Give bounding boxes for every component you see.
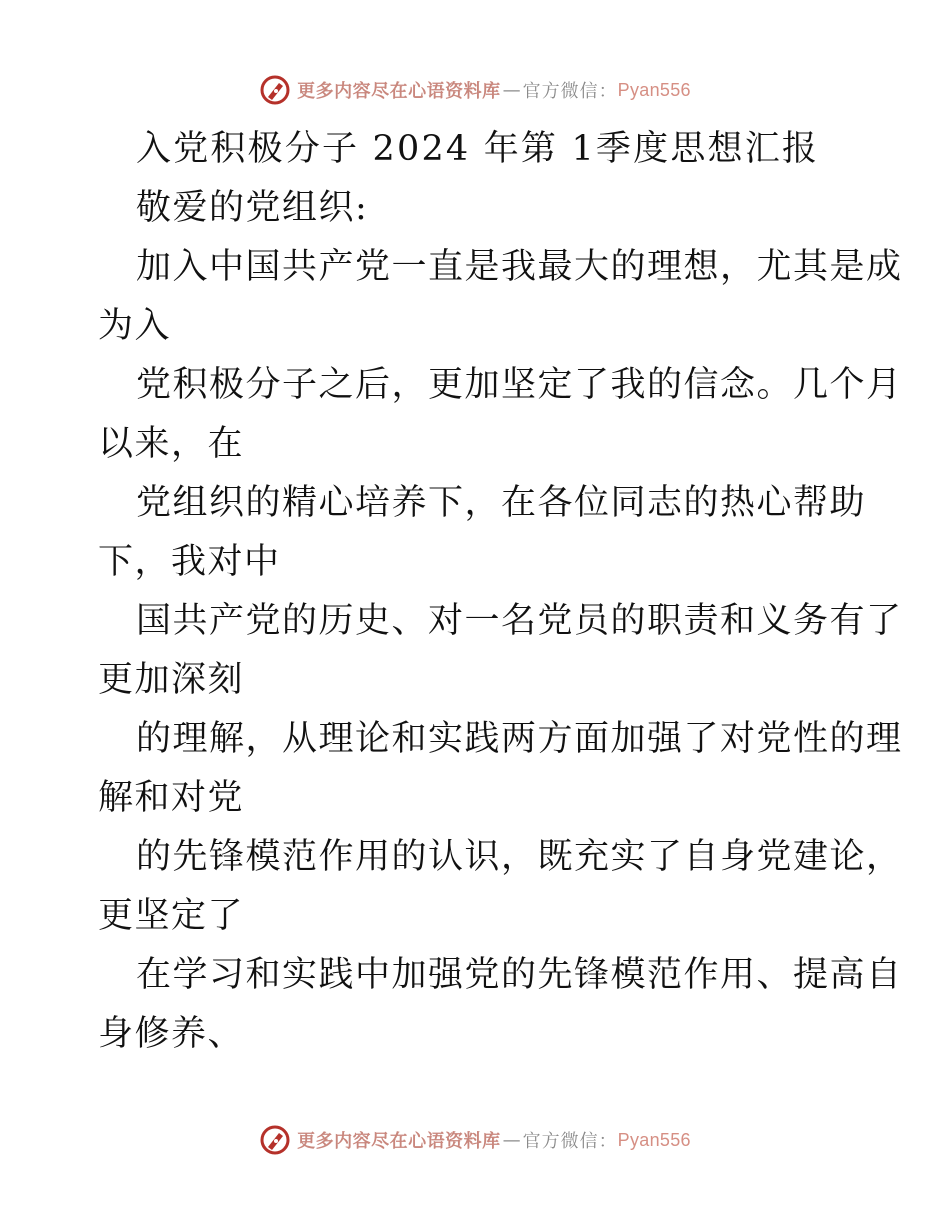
paragraph-line: 党组织的精心培养下，在各位同志的热心帮助: [136, 483, 867, 523]
paragraph-line: 在学习和实践中加强党的先锋模范作用、提高自: [136, 955, 903, 995]
banner-wechat-id: Pyan556: [617, 1129, 691, 1150]
pen-nib-circle-icon: [259, 1124, 291, 1156]
paragraph-line: 为入: [98, 306, 172, 346]
paragraph-line: 解和对党: [98, 778, 245, 818]
header-watermark-banner: [0, 70, 950, 110]
banner-wechat-label: 官方微信：: [522, 81, 618, 102]
banner-dash: —: [502, 79, 521, 101]
document-title: 入党积极分子 2024 年第 1季度思想汇报: [136, 129, 820, 169]
document-body: [98, 120, 903, 1064]
banner-dash: —: [502, 1129, 521, 1151]
paragraph-line: 党积极分子之后，更加坚定了我的信念。几个月: [136, 365, 903, 405]
footer-watermark-banner: [0, 1120, 950, 1160]
banner-wechat-label: 官方微信：: [522, 1131, 618, 1152]
pen-nib-circle-icon: [259, 74, 291, 106]
banner-wechat-id: Pyan556: [617, 79, 691, 100]
banner-main-text: 更多内容尽在心语资料库: [297, 1131, 501, 1152]
paragraph-line: 的理解，从理论和实践两方面加强了对党性的理: [136, 719, 903, 759]
paragraph-line: 国共产党的历史、对一名党员的职责和义务有了: [136, 601, 903, 641]
paragraph-line: 加入中国共产党一直是我最大的理想，尤其是成: [136, 247, 903, 287]
paragraph-line: 以来，在: [98, 424, 245, 464]
paragraph-line: 的先锋模范作用的认识，既充实了自身党建论，: [136, 837, 903, 877]
paragraph-line: 下，我对中: [98, 542, 281, 582]
paragraph-line: 更加深刻: [98, 660, 245, 700]
salutation-line: 敬爱的党组织:: [136, 188, 369, 228]
banner-main-text: 更多内容尽在心语资料库: [297, 81, 501, 102]
paragraph-line: 身修养、: [98, 1014, 245, 1054]
paragraph-line: 更坚定了: [98, 896, 245, 936]
